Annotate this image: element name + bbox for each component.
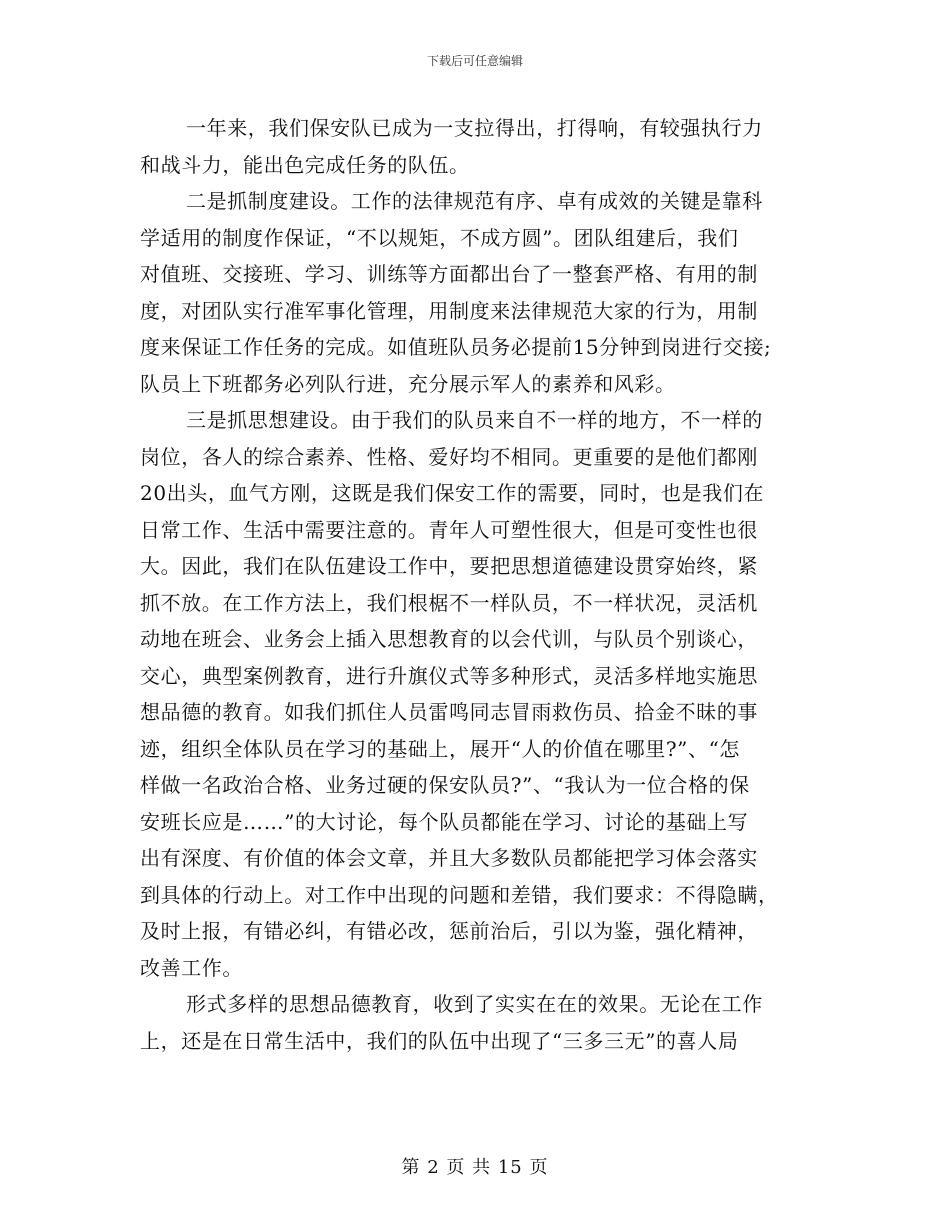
text-line: 形式多样的思想品德教育，收到了实实在在的效果。无论在工作 (186, 992, 763, 1016)
text-line: 二是抓制度建设。工作的法律规范有序、卓有成效的关键是靠科 (186, 189, 763, 213)
text-line: 大。因此，我们在队伍建设工作中，要把思想道德建设贯穿始终，紧 (140, 554, 758, 578)
text-line: 上，还是在日常生活中，我们的队伍中出现了“三多三无”的喜人局 (140, 1028, 739, 1053)
text-line: 队员上下班都务必列队行进，充分展示军人的素养和风彩。 (140, 371, 676, 396)
text-line: 一年来，我们保安队已成为一支拉得出，打得响，有较强执行力 (186, 116, 763, 140)
text-line: 三是抓思想建设。由于我们的队员来自不一样的地方，不一样的 (186, 408, 763, 432)
page-header: 下载后可任意编辑 (426, 54, 523, 68)
text-line: 迹，组织全体队员在学习的基础上，展开“人的价值在哪里?”、“怎 (140, 736, 740, 761)
text-line: 和战斗力，能出色完成任务的队伍。 (140, 152, 470, 177)
text-line: 动地在班会、业务会上插入思想教育的以会代训，与队员个别谈心， (140, 627, 758, 651)
text-line: 及时上报，有错必纠，有错必改，惩前治后，引以为鉴，强化精神， (140, 919, 758, 943)
text-line: 岗位，各人的综合素养、性格、爱好均不相同。更重要的是他们都刚 (140, 444, 758, 469)
text-line: 样做一名政治合格、业务过硬的保安队员?”、“我认为一位合格的保 (140, 773, 750, 797)
document-body (140, 110, 808, 1059)
text-line: 安班长应是……”的大讨论，每个队员都能在学习、讨论的基础上写 (140, 809, 749, 834)
text-line: 交心，典型案例教育，进行升旗仪式等多种形式，灵活多样地实施思 (140, 663, 758, 688)
text-line: 20出头，血气方刚，这既是我们保安工作的需要，同时，也是我们在 (140, 481, 765, 505)
page-number: 第 2 页 共 15 页 (401, 1157, 549, 1178)
text-line: 度来保证工作任务的完成。如值班队员务必提前15分钟到岗进行交接; (140, 335, 772, 359)
text-line: 学适用的制度作保证，“不以规矩，不成方圆”。团队组建后，我们 (140, 225, 739, 250)
text-line: 改善工作。 (140, 955, 243, 980)
text-line: 出有深度、有价值的体会文章，并且大多数队员都能把学习体会落实 (140, 846, 758, 870)
text-line: 日常工作、生活中需要注意的。青年人可塑性很大，但是可变性也很 (140, 517, 758, 542)
text-line: 到具体的行动上。对工作中出现的问题和差错，我们要求：不得隐瞒， (140, 882, 779, 907)
text-line: 抓不放。在工作方法上，我们根椐不一样队员，不一样状况，灵活机 (140, 590, 758, 615)
text-line: 想品德的教育。如我们抓住人员雷鸣同志冒雨救伤员、拾金不昧的事 (140, 700, 758, 724)
text-line: 对值班、交接班、学习、训练等方面都出台了一整套严格、有用的制 (140, 262, 758, 286)
text-line: 度，对团队实行准军事化管理，用制度来法律规范大家的行为，用制 (140, 298, 758, 323)
